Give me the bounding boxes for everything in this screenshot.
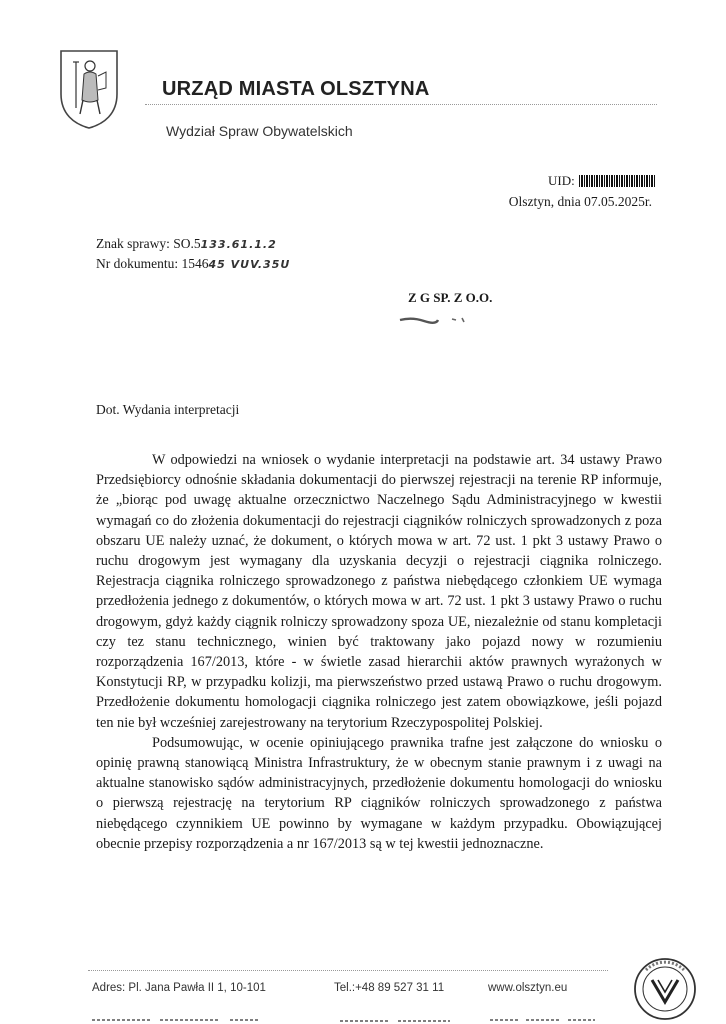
case-number-label: Znak sprawy: SO.5	[96, 236, 201, 251]
uid-barcode-icon	[579, 175, 655, 187]
body-paragraph-2: Podsumowując, w ocenie opiniującego prawnika trafne jest załączone do wniosku o opinię prawną stanowiącą Ministra Infrastruktury, że w obecnym stanie prawnym i z uwagi na aktualne stanowisko sądów administracyjnych, przedłożenie dokumentu homologacji do wniosku o pierwszą rejestrację na terytorium RP ciągników rolniczych sprowadzonego z państwa niebędącego czynnikiem UE powinno by wymagane w każdym przypadku. Obowiązującej obecnie przepisy rozporządzenia a nr 167/2013 są w tej kwestii jednoznaczne.	[96, 734, 662, 852]
redacted-address-mark	[398, 315, 470, 324]
footer-address: Adres: Pl. Jana Pawła II 1, 10-101	[92, 982, 266, 994]
uid-label: UID:	[548, 173, 575, 188]
body-paragraph-1: W odpowiedzi na wniosek o wydanie interpretacji na podstawie art. 34 ustawy Prawo Przedsiębiorcy odnośnie składania dokumentacji do pierwszej rejestracji na terenie RP informuje, że „biorąc pod uwagę aktualne orzecznictwo Naczelnego Sądu Administracyjnego w kwestii wymagań co do złożenia dokumentacji do rejestracji ciągników rolniczych sprowadzonych z poza obszaru UE należy uznać, że dokument, o których mowa w art. 72 ust. 1 pkt 3 ustawy Prawo o ruchu drogowym jest wymagany dla uzyskania decyzji o rejestracji ciągnika rolniczego. Rejestracja ciągnika rolniczego sprowadzonego z państwa niebędącego członkiem UE wymaga przedłożenia jednego z dokumentów, o których mowa w art. 72 ust. 1 pkt 3 ustawy Prawo o ruchu drogowym, gdyż każdy ciągnik rolniczy sprowadzony spoza UE, niezależnie od stanu kompletacji czy tez stanu technicznego, winien być traktowany jako pojazd nowy w rozumieniu rozporządzenia 167/2013, które - w świetle zasad hierarchii aktów prawnych wyrażonych w Konstytucji RP, w przypadku kolizji, ma pierwszeństwo przed ustawą Prawo o ruchu drogowym. Przedłożenie dokumentu homologacji ciągnika rolniczego jest zatem obowiązkowe, jeśli pojazd ten nie był wcześniej zarejestrowany na terytorium Rzeczypospolitej Polskiej.	[96, 452, 662, 731]
subject-line: Dot. Wydania interpretacji	[96, 402, 240, 417]
coat-of-arms-icon	[58, 48, 120, 130]
certification-seal-icon	[632, 956, 698, 1022]
letter-body	[96, 450, 662, 854]
footer-website: www.olsztyn.eu	[488, 982, 568, 994]
case-number-handwritten: 133.61.1.2	[200, 238, 277, 251]
place-date: Olsztyn, dnia 07.05.2025r.	[508, 194, 652, 209]
footer-phone: Tel.:+48 89 527 31 11	[334, 982, 445, 994]
header-divider	[145, 104, 657, 105]
document-number-label: Nr dokumentu: 1546	[96, 256, 209, 271]
cut-off-footer-line	[90, 1010, 598, 1024]
document-number-handwritten: 45 VUV.35U	[208, 258, 291, 271]
document-number-line	[96, 254, 290, 274]
case-number-line	[96, 234, 290, 254]
recipient-name: Z G SP. Z O.O.	[408, 290, 493, 305]
case-references	[96, 234, 290, 274]
office-name: URZĄD MIASTA OLSZTYNA	[162, 78, 430, 100]
department-name: Wydział Spraw Obywatelskich	[166, 123, 353, 139]
uid-line	[548, 173, 655, 189]
footer-divider	[88, 970, 608, 971]
